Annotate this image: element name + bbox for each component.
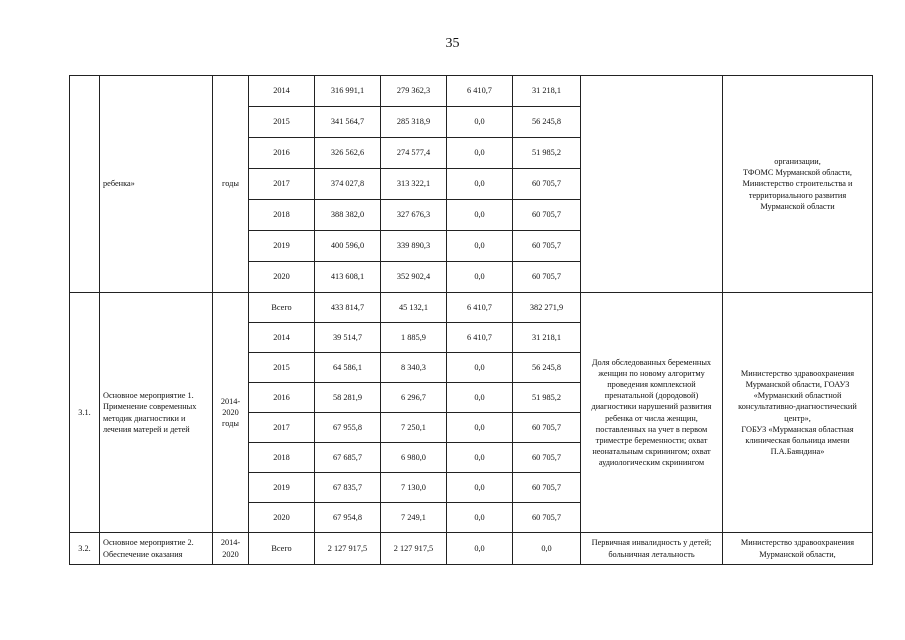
amount-cell-v2: 0,0 (447, 231, 513, 262)
year-cell: 2019 (249, 231, 315, 262)
amount-cell-v1: 285 318,9 (381, 107, 447, 138)
amount-cell-v1: 8 340,3 (381, 353, 447, 383)
amount-cell-v3: 60 705,7 (513, 473, 581, 503)
amount-cell-v2: 6 410,7 (447, 323, 513, 353)
amount-cell-v2: 0,0 (447, 262, 513, 293)
amount-cell-v1: 7 130,0 (381, 473, 447, 503)
amount-cell-v2: 0,0 (447, 443, 513, 473)
amount-cell-total: 67 954,8 (315, 503, 381, 533)
page-number: 35 (445, 36, 460, 51)
amount-cell-v1: 6 980,0 (381, 443, 447, 473)
amount-cell-v2: 0,0 (447, 413, 513, 443)
amount-cell-total: 58 281,9 (315, 383, 381, 413)
amount-cell-v1: 6 296,7 (381, 383, 447, 413)
amount-cell-total: 67 685,7 (315, 443, 381, 473)
amount-cell-v3: 60 705,7 (513, 231, 581, 262)
table-row (70, 533, 873, 565)
executors-cell: организации, ТФОМС Мурманской области, Министерство строительства и территориального развития Мурманской области (723, 76, 873, 293)
program-table (69, 75, 873, 565)
amount-cell-v1: 327 676,3 (381, 200, 447, 231)
row-number-cell: 3.1. (70, 293, 100, 533)
amount-cell-total: 413 608,1 (315, 262, 381, 293)
amount-cell-v3: 51 985,2 (513, 138, 581, 169)
indicator-cell: Первичная инвалидность у детей; больничная летальность (581, 533, 723, 565)
amount-cell-v3: 60 705,7 (513, 413, 581, 443)
amount-cell-v2: 0,0 (447, 473, 513, 503)
amount-cell-v1: 352 902,4 (381, 262, 447, 293)
amount-cell-total: 341 564,7 (315, 107, 381, 138)
amount-cell-v2: 6 410,7 (447, 293, 513, 323)
period-cell: 2014-2020 годы (213, 293, 249, 533)
measure-name-cell: Основное мероприятие 1. Применение современных методик диагностики и лечения матерей и детей (100, 293, 213, 533)
period-cell: годы (213, 76, 249, 293)
executors-cell: Министерство здравоохранения Мурманской области, ГОАУЗ «Мурманский областной консультативно-диагностический центр», ГОБУЗ «Мурманская областная клиническая больница имени П.А.Баяндина» (723, 293, 873, 533)
year-cell: 2017 (249, 169, 315, 200)
amount-cell-v2: 0,0 (447, 138, 513, 169)
amount-cell-v3: 60 705,7 (513, 200, 581, 231)
row-number-cell (70, 76, 100, 293)
amount-cell-total: 326 562,6 (315, 138, 381, 169)
year-cell: 2019 (249, 473, 315, 503)
amount-cell-v3: 31 218,1 (513, 323, 581, 353)
amount-cell-v3: 56 245,8 (513, 353, 581, 383)
year-cell: 2014 (249, 76, 315, 107)
year-cell: 2015 (249, 353, 315, 383)
amount-cell-total: 2 127 917,5 (315, 533, 381, 565)
amount-cell-total: 374 027,8 (315, 169, 381, 200)
year-cell: 2018 (249, 200, 315, 231)
year-cell: 2020 (249, 262, 315, 293)
amount-cell-v1: 274 577,4 (381, 138, 447, 169)
amount-cell-v3: 60 705,7 (513, 503, 581, 533)
amount-cell-v3: 51 985,2 (513, 383, 581, 413)
year-cell: 2016 (249, 383, 315, 413)
amount-cell-v1: 2 127 917,5 (381, 533, 447, 565)
amount-cell-total: 400 596,0 (315, 231, 381, 262)
year-cell: Всего (249, 293, 315, 323)
executors-cell: Министерство здравоохранения Мурманской области, (723, 533, 873, 565)
row-number-cell: 3.2. (70, 533, 100, 565)
amount-cell-v2: 0,0 (447, 200, 513, 231)
table-row (70, 76, 873, 107)
amount-cell-v1: 279 362,3 (381, 76, 447, 107)
amount-cell-v1: 45 132,1 (381, 293, 447, 323)
measure-name-cell: ребенка» (100, 76, 213, 293)
amount-cell-total: 64 586,1 (315, 353, 381, 383)
year-cell: Всего (249, 533, 315, 565)
period-cell: 2014-2020 (213, 533, 249, 565)
indicator-cell (581, 76, 723, 293)
amount-cell-v3: 60 705,7 (513, 443, 581, 473)
amount-cell-v3: 31 218,1 (513, 76, 581, 107)
year-cell: 2017 (249, 413, 315, 443)
amount-cell-v1: 313 322,1 (381, 169, 447, 200)
indicator-cell: Доля обследованных беременных женщин по новому алгоритму проведения комплексной пренатальной (дородовой) диагностики нарушений развития ребенка от числа женщин, поставленных на учет в первом триместре беременности; охват неонатальным скринингом; охват аудиологическим скринингом (581, 293, 723, 533)
amount-cell-v1: 7 250,1 (381, 413, 447, 443)
amount-cell-v3: 382 271,9 (513, 293, 581, 323)
amount-cell-total: 39 514,7 (315, 323, 381, 353)
amount-cell-v2: 0,0 (447, 383, 513, 413)
amount-cell-v1: 339 890,3 (381, 231, 447, 262)
amount-cell-v3: 0,0 (513, 533, 581, 565)
amount-cell-v2: 0,0 (447, 169, 513, 200)
amount-cell-total: 316 991,1 (315, 76, 381, 107)
amount-cell-v2: 0,0 (447, 353, 513, 383)
year-cell: 2018 (249, 443, 315, 473)
amount-cell-v3: 56 245,8 (513, 107, 581, 138)
amount-cell-v1: 7 249,1 (381, 503, 447, 533)
year-cell: 2020 (249, 503, 315, 533)
amount-cell-v2: 0,0 (447, 533, 513, 565)
amount-cell-v3: 60 705,7 (513, 169, 581, 200)
amount-cell-total: 433 814,7 (315, 293, 381, 323)
year-cell: 2016 (249, 138, 315, 169)
measure-name-cell: Основное мероприятие 2. Обеспечение оказания (100, 533, 213, 565)
amount-cell-v2: 6 410,7 (447, 76, 513, 107)
amount-cell-total: 67 955,8 (315, 413, 381, 443)
year-cell: 2014 (249, 323, 315, 353)
amount-cell-v2: 0,0 (447, 503, 513, 533)
table-row (70, 293, 873, 323)
amount-cell-total: 67 835,7 (315, 473, 381, 503)
amount-cell-total: 388 382,0 (315, 200, 381, 231)
year-cell: 2015 (249, 107, 315, 138)
amount-cell-v2: 0,0 (447, 107, 513, 138)
amount-cell-v3: 60 705,7 (513, 262, 581, 293)
amount-cell-v1: 1 885,9 (381, 323, 447, 353)
